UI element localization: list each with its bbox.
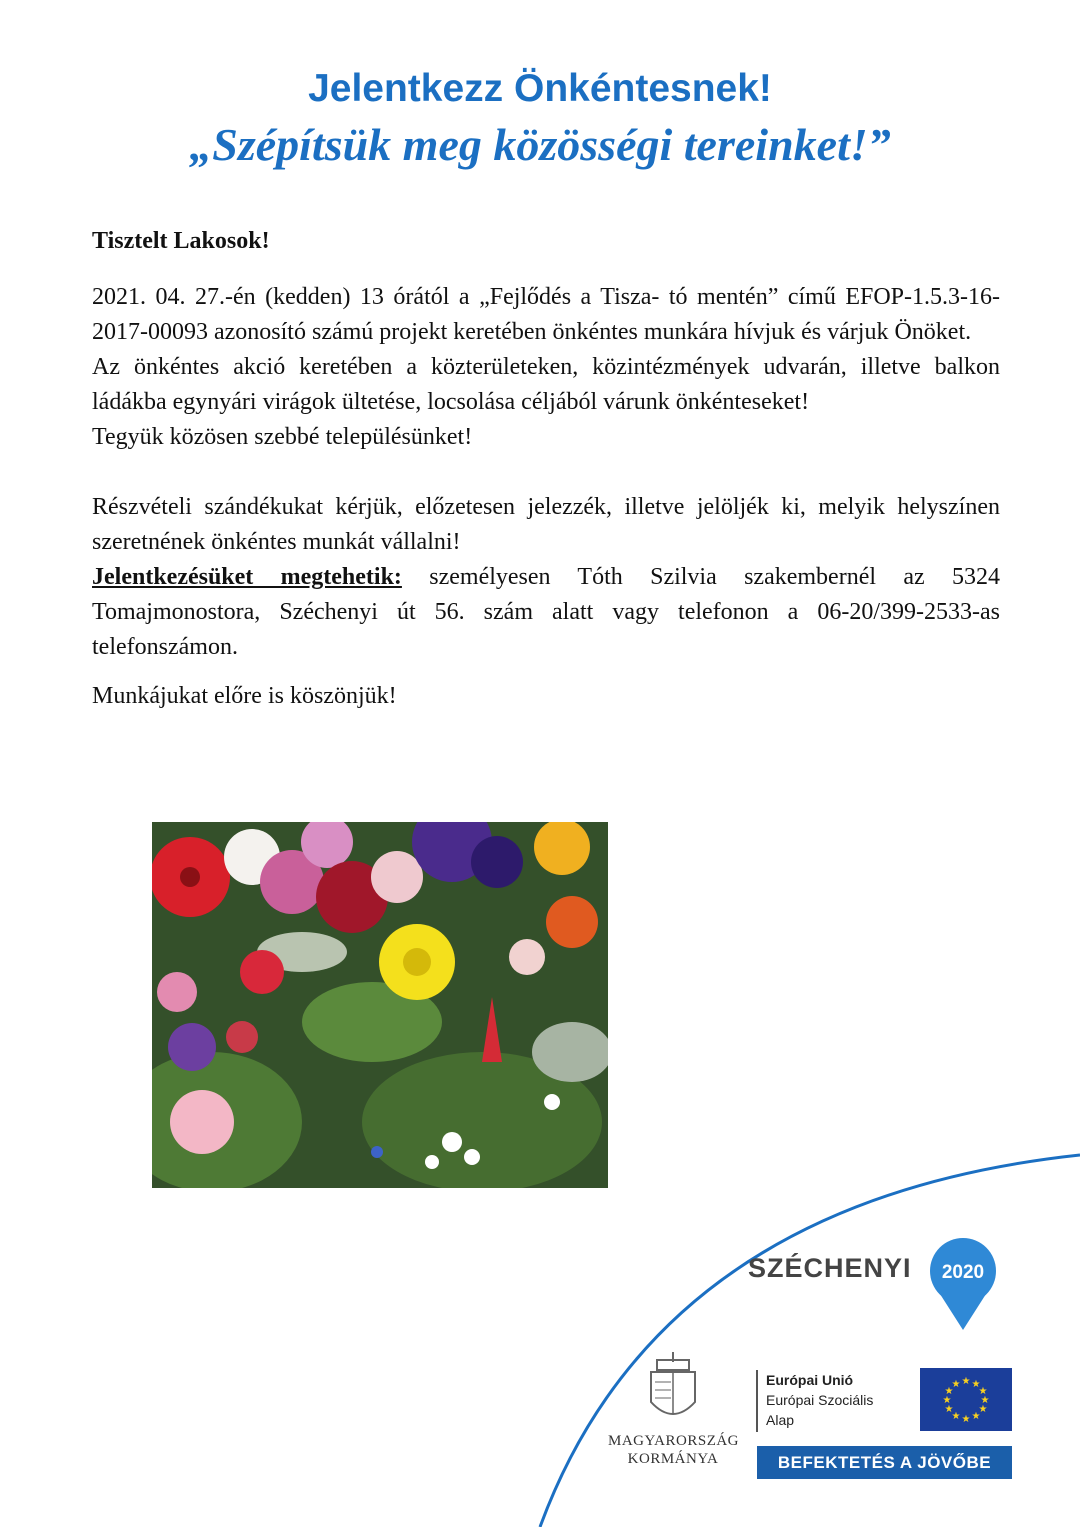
paragraph-4: Részvételi szándékukat kérjük, előzetesen jelezzék, illetve jelöljék ki, melyik helyszínen szeretnének önkéntes munkát vállalni! bbox=[92, 494, 1000, 555]
eu-line-1: Európai Unió bbox=[766, 1372, 854, 1388]
paragraph-1: 2021. 04. 27.-én (kedden) 13 órától a „Fejlődés a Tisza- tó mentén” című EFOP-1.5.3-16-2017-00093 azonosító számú projekt keretében önkéntes munkára hívjuk és várjuk Önöket. bbox=[92, 284, 1000, 345]
eu-line-2: Európai Szociális bbox=[766, 1392, 874, 1408]
svg-text:★: ★ bbox=[971, 1411, 981, 1422]
svg-text:★: ★ bbox=[942, 1395, 952, 1406]
svg-text:★: ★ bbox=[951, 1379, 961, 1390]
svg-text:★: ★ bbox=[944, 1386, 954, 1397]
svg-text:★: ★ bbox=[971, 1379, 981, 1390]
page-subtitle: „Szépítsük meg közösségi tereinket!” bbox=[189, 119, 891, 170]
signup-text: személyesen Tóth Szilvia szakembernél az 5324 Tomajmonostora, Széchenyi út 56. szám alatt vagy telefonon a 06-20/399-2533-as telefonszámon. bbox=[92, 564, 1000, 660]
svg-text:★: ★ bbox=[961, 1376, 971, 1387]
paragraph-6: Munkájukat előre is köszönjük! bbox=[92, 683, 397, 709]
invest-banner: BEFEKTETÉS A JÖVŐBE bbox=[757, 1446, 1012, 1479]
svg-text:★: ★ bbox=[980, 1395, 990, 1406]
szechenyi-logo bbox=[748, 1253, 912, 1284]
eu-text bbox=[766, 1370, 873, 1430]
coat-of-arms-icon bbox=[645, 1352, 701, 1426]
page-title: Jelentkezz Önkéntesnek! bbox=[308, 67, 772, 110]
eu-line-3: Alap bbox=[766, 1412, 795, 1428]
signup-label: Jelentkezésüket megtehetik: bbox=[92, 564, 402, 590]
szechenyi-word: SZÉCHENYI bbox=[748, 1253, 912, 1283]
svg-text:★: ★ bbox=[944, 1404, 954, 1415]
eu-flag-icon bbox=[920, 1368, 1012, 1431]
paragraph-3: Tegyük közösen szebbé településünket! bbox=[92, 424, 473, 450]
government-text bbox=[608, 1432, 738, 1468]
szechenyi-pin-icon bbox=[928, 1238, 998, 1330]
eu-divider bbox=[756, 1370, 758, 1432]
gov-line-1: MAGYARORSZÁG bbox=[608, 1433, 740, 1449]
gov-line-2: KORMÁNYA bbox=[627, 1451, 719, 1467]
greeting: Tisztelt Lakosok! bbox=[92, 228, 270, 254]
svg-text:★: ★ bbox=[978, 1404, 988, 1415]
paragraph-2: Az önkéntes akció keretében a közterületeken, közintézmények udvarán, illetve balkon ládákba egynyári virágok ültetése, locsolása céljából várunk önkénteseket! bbox=[92, 354, 1000, 415]
szechenyi-year: 2020 bbox=[941, 1262, 985, 1283]
svg-text:★: ★ bbox=[961, 1414, 971, 1425]
svg-text:★: ★ bbox=[951, 1411, 961, 1422]
svg-text:★: ★ bbox=[978, 1386, 988, 1397]
